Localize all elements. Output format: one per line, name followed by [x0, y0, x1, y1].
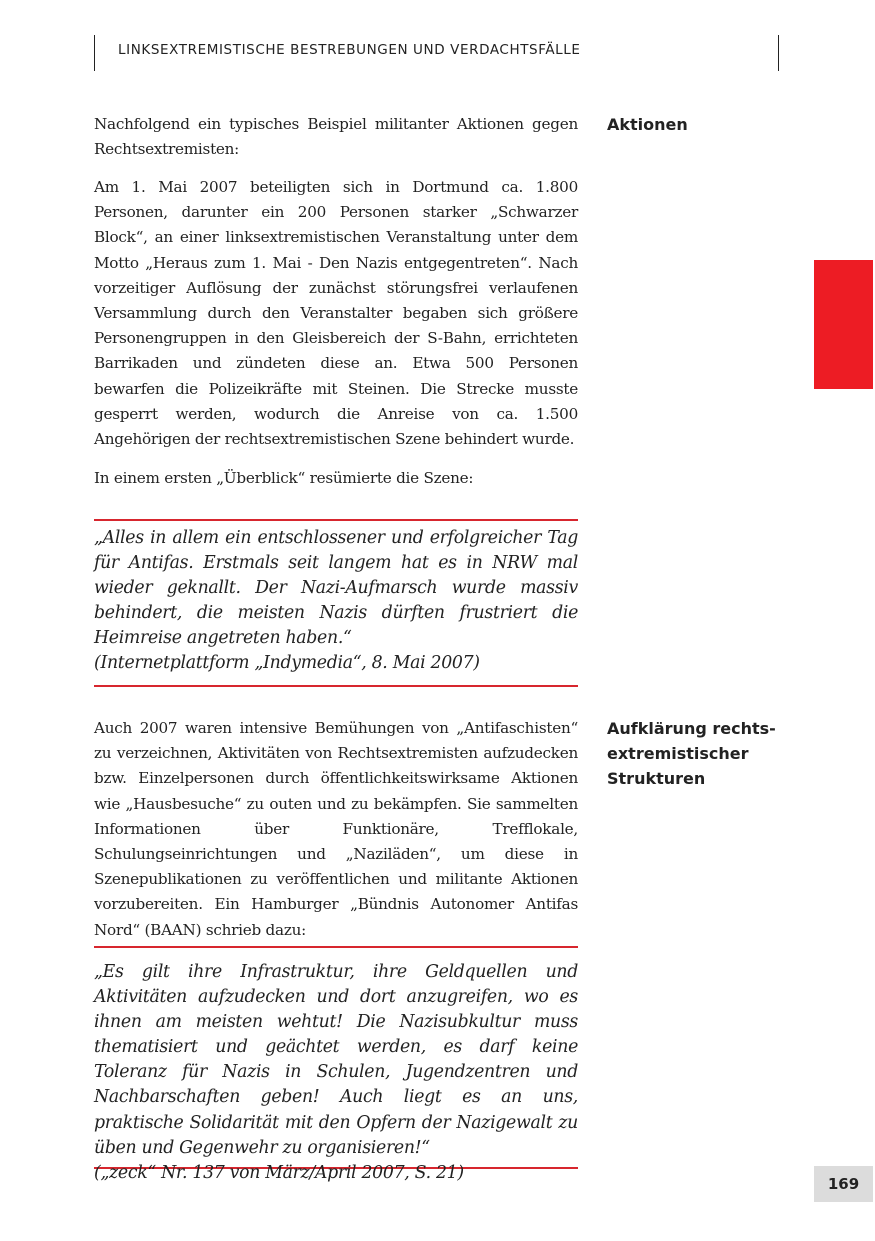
- antifa-paragraph: Auch 2007 waren intensive Bemühungen von „Antifaschisten“ zu verzeichnen, Aktivitäten von Rechtsextremisten aufzudecken bzw. Einzelpersonen durch öffentlichkeitswirksame Aktionen wie „Hausbesuche“ zu outen und zu bekämpfen. Sie sammelten Informationen über Funktionäre, Trefflokale, Schulungseinrichtungen und „Naziläden“, um diese in Szenepublikationen zu veröffentlichen und militante Aktionen vorzubereiten. Ein Hamburger „Bündnis Autonomer Antifas Nord“ (BAAN) schrieb dazu:: [94, 719, 578, 939]
- quote-box-zeck: [94, 946, 578, 1183]
- side-heading-line-1: Aufklärung rechts-: [607, 719, 776, 738]
- quote-zeck-source: („zeck“ Nr. 137 von März/April 2007, S. 21): [94, 1162, 464, 1183]
- quote-box-indymedia: [94, 519, 578, 687]
- chapter-color-tab: [814, 260, 873, 389]
- overview-paragraph-block: [94, 466, 578, 491]
- running-header: LINKSEXTREMISTISCHE BESTREBUNGEN UND VERDACHTSFÄLLE: [118, 42, 581, 58]
- intro-paragraph-block: [94, 112, 578, 162]
- overview-paragraph: In einem ersten „Überblick“ resümierte die Szene:: [94, 469, 474, 487]
- header-right-rule: [778, 35, 779, 71]
- page-number: 169: [814, 1166, 873, 1202]
- event-paragraph: Am 1. Mai 2007 beteiligten sich in Dortmund ca. 1.800 Personen, darunter ein 200 Personen starker „Schwarzer Block“, an einer linksextremistischen Veranstaltung unter dem Motto „Heraus zum 1. Mai - Den Nazis entgegentreten“. Nach vorzeitiger Auflösung der zunächst störungsfrei verlaufenen Versammlung durch den Veranstalter begaben sich größere Personengruppen in den Gleisbereich der S-Bahn, errichteten Barrikaden und zündeten diese an. Etwa 500 Personen bewarfen die Polizeikräfte mit Steinen. Die Strecke musste gesperrt werden, wodurch die Anreise von ca. 1.500 Angehörigen der rechtsextremistischen Szene behindert wurde.: [94, 178, 578, 449]
- event-paragraph-block: [94, 175, 578, 452]
- intro-paragraph: Nachfolgend ein typisches Beispiel militanter Aktionen gegen Rechtsextremisten:: [94, 115, 578, 159]
- quote-indymedia: „Alles in allem ein entschlossener und erfolgreicher Tag für Antifas. Erstmals seit langem hat es in NRW mal wieder geknallt. Der Nazi-Aufmarsch wurde massiv behindert, die meisten Nazis dürften frustriert die Heimreise angetreten haben.“: [94, 528, 578, 649]
- side-heading-line-3: Strukturen: [607, 769, 706, 788]
- side-heading-aufklaerung: [607, 716, 807, 791]
- side-heading-aktionen: Aktionen: [607, 115, 688, 134]
- header-left-rule: [94, 35, 95, 71]
- antifa-paragraph-block: [94, 716, 578, 943]
- quote-indymedia-source: (Internetplattform „Indymedia“, 8. Mai 2007): [94, 653, 480, 674]
- quote-zeck: „Es gilt ihre Infrastruktur, ihre Geldquellen und Aktivitäten aufzudecken und dort anzugreifen, wo es ihnen am meisten wehtut! Die Nazisubkultur muss thematisiert und geächtet werden, es darf keine Toleranz für Nazis in Schulen, Jugendzentren und Nachbarschaften geben! Auch liegt es an uns, praktische Solidarität mit den Opfern der Nazigewalt zu üben und Gegenwehr zu organisieren!“: [94, 962, 578, 1158]
- side-heading-line-2: extremistischer: [607, 744, 749, 763]
